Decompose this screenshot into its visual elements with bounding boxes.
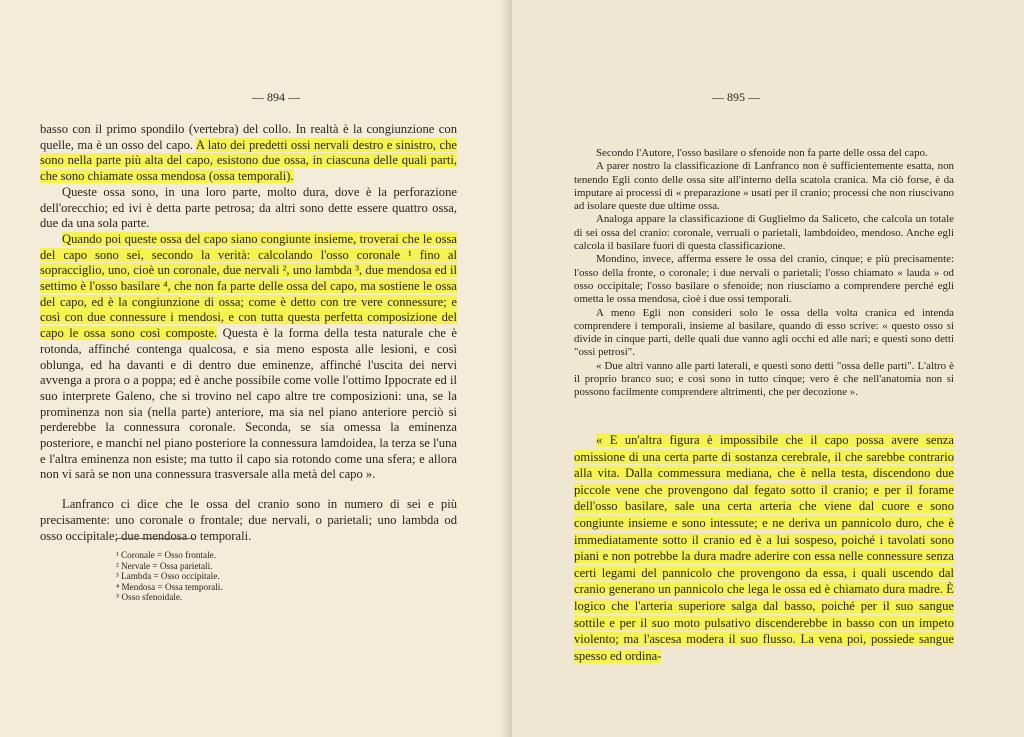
highlight: Quando poi queste ossa del capo siano congiunte insieme, troverai che le ossa del capo sono sei, secondo la verità: calcolando l'osso coronale ¹ fino al sopracciglio, uno, cioè un coronale, due nervali ², uno lambda ³, due mendosa ed il settimo è l'osso basilare ⁴, che non fa parte delle ossa del capo, ma sostiene le ossa del capo, ed è la congiunzione di ossa; come è detto con tre vere connessure; e così con due connessure i mendosi, e con tutta questa perfetta composizione del capo le ossa sono così composte. — [40, 231, 457, 341]
page-number: — 895 — — [712, 90, 760, 104]
footnote-rule — [116, 538, 194, 539]
footnotes — [116, 550, 223, 603]
paragraph: Queste ossa sono, in una loro parte, molto dura, dove è la perforazione dell'orecchio; ed ivi è detta parte petrosa; da altri sono dette essere quattro ossa, due da una sola parte. — [40, 184, 457, 231]
page-text — [574, 147, 954, 400]
page-number: — 894 — — [252, 90, 300, 104]
paragraph: A parer nostro la classificazione di Lanfranco non è sufficientemente esatta, non tenendo Egli conto delle ossa site all'interno della scatola cranica. Ma ciò forse, è da imputare ai processi di « preparazione » usati per il cranio; processi che non riuscivano ad isolare queste due ultime ossa. — [574, 160, 954, 213]
quote-block — [574, 432, 954, 664]
highlight: « E un'altra figura è impossibile che il capo possa avere senza omissione di una certa parte di sostanza cerebrale, il che sarebbe contrario alla vita. Dalla commessura mediana, che è nella testa, discendono due piccole vene che provengono dal fegato sotto il cranio; e per il forame dell'osso basilare, sale una certa arteria che viene dal cuore e sono congiunte insieme e sono intessute; e ne deriva un pannicolo duro, che è immediatamente sotto il cranio ed è a lui sospeso, poiché i tavolati sono piani e non potrebbe la dura madre aderire con essa nelle connessure senza certi legami del pannicolo che provengono da essa, i quali uscendo dal cranio generano un pannicolo che lega le ossa ed è chiamato dura madre. È logico che l'arteria superiore salga dal basso, poiché per il suo sangue sottile e per il suo moto pulsativo discenderebbe in basso con un impeto violento; ma l'ascesa modera il suo flusso. La vena poi, possiede sangue spesso ed ordina- — [574, 433, 954, 663]
highlight: A lato dei predetti ossi nervali destro e sinistro, che sono nella parte più alta del capo, esistono due ossa, in ciascuna delle quali parti, che sono chiamate ossa mendosa (ossa temporali). — [40, 137, 457, 184]
paragraph: Analoga appare la classificazione di Guglielmo da Saliceto, che calcola un totale di sei ossa del cranio: coronale, verruali o parietali, lambdoideo, mendoso. Anche egli calcola il basilare fuori di questa classificazione. — [574, 213, 954, 253]
paragraph: Mondino, invece, afferma essere le ossa del cranio, cinque; e più precisamente: l'osso della fronte, o coronale; i due nervali o parietali; l'osso chiamato « lauda » od osso occipitale; l'osso basilare o sfenoide; non riusciamo a comprendere perché egli ometta le ossa mendosa, cioè i due ossi temporali. — [574, 253, 954, 306]
footnote: ¹ Coronale = Osso frontale. — [116, 550, 217, 560]
highlighted-quote — [574, 432, 954, 664]
page-text — [40, 122, 457, 544]
right-page — [512, 0, 1024, 737]
footnote: ⁵ Osso sfenoidale. — [116, 592, 183, 603]
paragraph: Lanfranco ci dice che le ossa del cranio sono in numero di sei e più precisamente: uno coronale o frontale; due nervali, o parietali; uno lambda od osso occipitale; due mendosa o temporali. — [40, 497, 457, 543]
footnote: ³ Lambda = Osso occipitale. — [116, 571, 220, 582]
footnote: ² Nervale = Ossa parietali. — [116, 560, 213, 571]
paragraph: Secondo l'Autore, l'osso basilare o sfenoide non fa parte delle ossa del capo. — [596, 147, 928, 159]
paragraph: Quando poi queste ossa del capo siano congiunte insieme, troverai che le ossa del capo sono sei, secondo la verità: calcolando l'osso coronale ¹ fino al sopracciglio, uno, cioè un coronale, due nervali ², uno lambda ³, due mendosa ed il settimo è l'osso basilare ⁴, che non fa parte delle ossa del capo, ma sostiene le ossa del capo, ed è la congiunzione di ossa; come è detto con tre vere connessure; e così con due connessure i mendosi, e con tutta questa perfetta composizione del capo le ossa sono così composte. Questa è la forma della testa naturale che è rotonda, affinché contenga qualcosa, e sia meno esposta alle lesioni, e così oblunga, ed ha davanti e di dentro due eminenze, affinché l'uscita dei nervi avvenga a prora o a poppa; ed è anche possibile come volle l'ottimo Ippocrate ed il suo interprete Galeno, che si trovino nel capo altre tre composizioni: una, se la prominenza non sia (nella parte) anteriore, ma sia nel piano anteriore perciò si perderebbe la connessura coronale. Seconda, se sia omessa la eminenza posteriore, e manchi nel piano posteriore la connessura lamdoidea, la terza se l'una e l'altra eminenza non esiste; ma tutto il capo sia rotondo come una sfera; e allora non vi sarà se non una connessura trasversale alla metà del capo ». — [40, 231, 457, 482]
paragraph: A meno Egli non consideri solo le ossa della volta cranica ed intenda comprendere i temporali, insieme al basilare, quando di esso scrive: « questo osso si divide in cinque parti, delle quali due vanno agli occhi ed alle nari; e questi sono detti "ossi petrosi". — [574, 306, 954, 359]
paragraph: basso con il primo spondilo (vertebra) del collo. In realtà è la congiunzione con quelle, ma è un osso del capo. A lato dei predetti ossi nervali destro e sinistro, che sono nella parte più alta del capo, esistono due ossa, in ciascuna delle quali parti, che sono chiamate ossa mendosa (ossa temporali). — [40, 122, 457, 184]
paragraph: « Due altri vanno alle parti laterali, e questi sono detti "ossa delle parti". L'altro è il proprio branco suo; e così sono in tutto cinque; vero è che nell'anatomia non si possono facilmente comprendere altrimenti, che per decozione ». — [574, 359, 954, 399]
footnote: ⁴ Mendosa = Ossa temporali. — [116, 581, 223, 592]
